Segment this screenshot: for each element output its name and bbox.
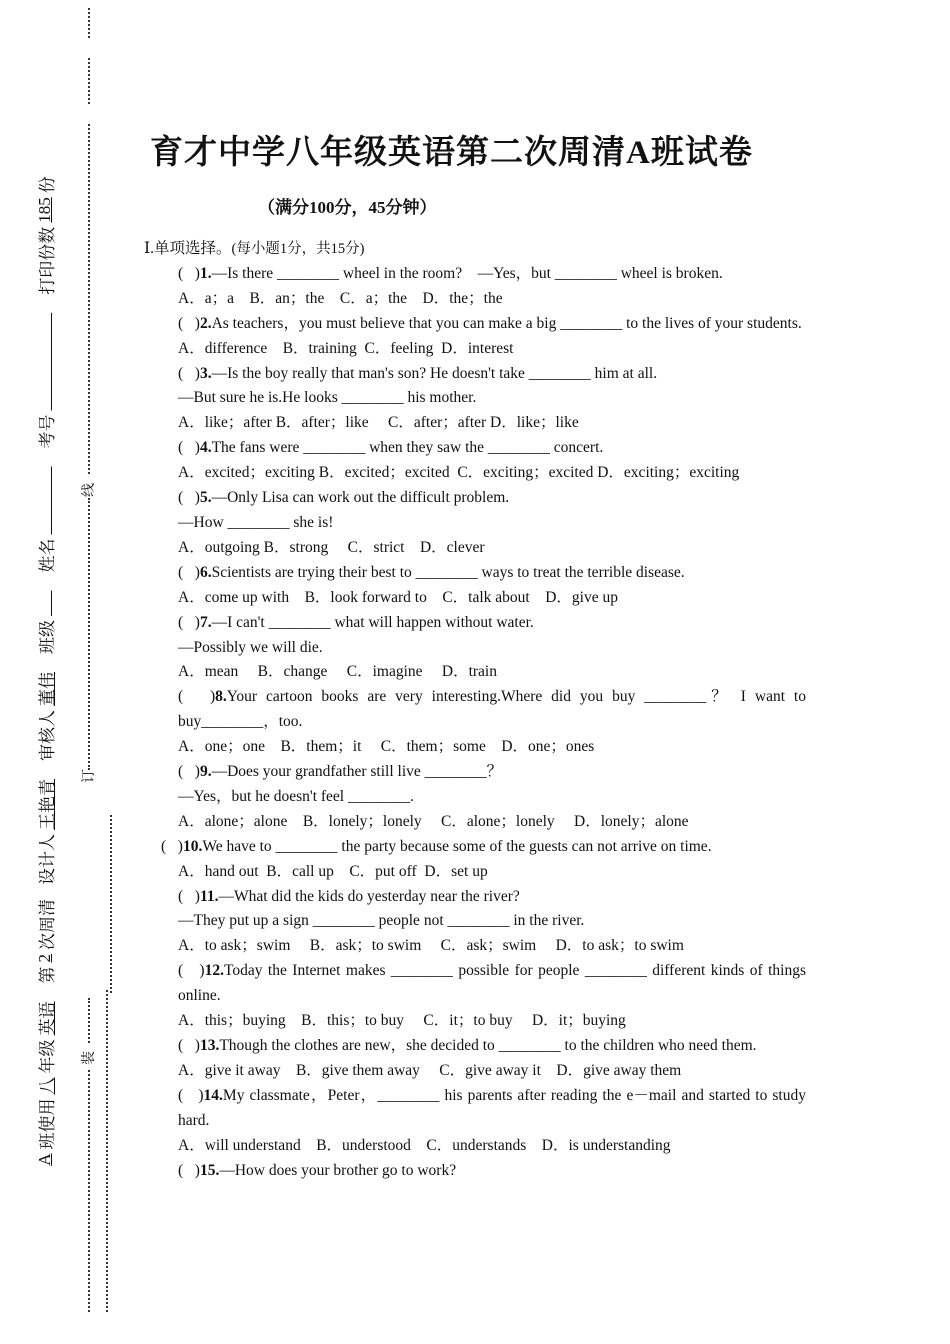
side-exam-no-blank[interactable] (35, 309, 55, 415)
question-number: 5. (199, 489, 212, 507)
question-options: A．hand out B．call up C．put off D．set up (178, 862, 488, 880)
section-note: (每小题1分，共15分) (231, 241, 365, 257)
question-stem (144, 760, 806, 785)
side-subject: 英语 (37, 1001, 57, 1036)
question-options: A．like；after B．after；like C．after；after D．like；like (178, 414, 579, 432)
question-options: A．to ask；swim B．ask；to swim C．ask；swim D．to ask；to swim (178, 937, 684, 955)
question-options: A．difference B．training C．feeling D．interest (178, 339, 514, 357)
question-item (144, 262, 806, 312)
question-options: A．this；buying B．this；to buy C．it；to buy D．it；buying (178, 1012, 626, 1030)
side-name-blank[interactable] (35, 462, 55, 538)
question-item (144, 885, 806, 960)
question-stem (144, 362, 806, 387)
question-options: A．mean B．change C．imagine D．train (178, 663, 497, 681)
question-options: A．will understand B．understood C．understands D．is understanding (178, 1136, 671, 1154)
side-exam-no-label: 考号 (37, 414, 57, 449)
question-options: A．excited；exciting B．excited；excited C．exciting；excited D．exciting；exciting (178, 464, 740, 482)
question-number: 4. (199, 439, 212, 457)
question-number: 10. (182, 837, 203, 855)
side-grade-label: 年级 (37, 1039, 57, 1074)
binding-dotted-line-lower (88, 498, 90, 770)
question-item (144, 611, 806, 686)
answer-blank[interactable]: ( ) (178, 613, 200, 631)
side-info-strip (30, 73, 60, 1273)
question-item (144, 1034, 806, 1084)
question-stem (144, 312, 806, 337)
question-dialogue-line: —They put up a sign ________ people not ________ in the river. (178, 912, 585, 930)
question-text: Today the Internet makes ________ possible for people ________ different kinds of things online. (178, 962, 806, 1005)
question-options: A．outgoing B．strong C．strict D．clever (178, 538, 485, 556)
answer-blank[interactable]: ( ) (178, 489, 200, 507)
question-text: We have to ________ the party because some of the guests can not arrive on time. (202, 837, 712, 855)
side-grade: 八 (37, 1077, 57, 1095)
binding-dotted-line-bottom (88, 998, 90, 1043)
question-stem (144, 1084, 806, 1134)
question-item (144, 685, 806, 760)
side-name-label: 姓名 (37, 538, 57, 573)
question-number: 9. (199, 763, 212, 781)
question-options: A．alone；alone B．lonely；lonely C．alone；lonely D．lonely；alone (178, 812, 689, 830)
binding-dotted-line-bottom-2 (88, 1070, 90, 1312)
question-stem (144, 436, 806, 461)
question-number: 7. (199, 613, 212, 631)
question-item (144, 1159, 806, 1184)
question-item (144, 561, 806, 611)
question-dialogue-line: —Yes，but he doesn't feel ________. (178, 787, 414, 805)
question-item (144, 436, 806, 486)
question-number: 6. (199, 563, 212, 581)
question-text: —Does your grandfather still live ________？ (211, 763, 503, 781)
side-class-usage-label: 班使用 (37, 1098, 57, 1150)
exam-title: 育才中学八年级英语第二次周清A班试卷 (150, 135, 753, 171)
side-round-prefix: 第 (37, 966, 57, 984)
binding-dotted-line-mid (88, 124, 90, 474)
answer-blank[interactable]: ( ) (178, 264, 200, 282)
question-item (144, 486, 806, 561)
question-item (144, 312, 806, 362)
question-dialogue-line: —Possibly we will die. (178, 638, 323, 656)
question-text: As teachers，you must believe that you can make a big ________ to the lives of your students. (211, 314, 802, 332)
question-item (144, 362, 806, 437)
question-stem (144, 959, 806, 1009)
binding-dotted-line-top (88, 8, 90, 38)
cut-mark-zhuang: 装 (82, 1051, 97, 1065)
question-options: A．a；a B．an；the C．a；the D．the；the (178, 289, 503, 307)
question-number: 14. (203, 1086, 223, 1104)
binding-dotted-line-upper (88, 58, 90, 104)
question-text: Though the clothes are new，she decided to ________ to the children who need them. (219, 1037, 757, 1054)
answer-blank[interactable]: ( ) (178, 763, 200, 781)
answer-blank[interactable]: ( ) (178, 887, 200, 905)
question-number: 8. (215, 688, 227, 706)
answer-blank[interactable]: ( ) (178, 688, 216, 706)
cut-mark-xian: 线 (82, 483, 97, 497)
question-number: 11. (199, 887, 219, 905)
answer-blank[interactable]: ( ) (178, 364, 200, 382)
question-stem (144, 1034, 806, 1059)
question-text: —How does your brother go to work? (219, 1161, 457, 1179)
question-text: The fans were ________ when they saw the ________ concert. (211, 439, 604, 457)
side-print-unit: 份 (37, 176, 57, 194)
question-options: A．give it away B．give them away C．give away it D．give away them (178, 1061, 682, 1079)
question-options: A．come up with B．look forward to C．talk about D．give up (178, 588, 618, 606)
answer-blank[interactable]: ( ) (178, 962, 205, 980)
question-text: —Only Lisa can work out the difficult problem. (211, 489, 510, 507)
question-item (144, 835, 806, 885)
side-class-blank[interactable] (35, 586, 55, 620)
question-number: 3. (199, 364, 212, 382)
exam-content (144, 237, 806, 1183)
answer-blank[interactable]: ( ) (178, 314, 200, 332)
question-item (144, 1084, 806, 1159)
answer-blank[interactable]: ( ) (161, 837, 183, 855)
question-stem (144, 486, 806, 511)
side-class-usage: A (35, 1153, 54, 1166)
section-title: Ⅰ.单项选择。 (144, 240, 232, 257)
question-text: My classmate，Peter，________ his parents after reading the e－mail and started to study hard. (178, 1086, 806, 1129)
question-text: Your cartoon books are very interesting.Where did you buy ________？ I want to buy________，too. (178, 688, 806, 731)
answer-blank[interactable]: ( ) (178, 1086, 204, 1104)
side-round: 2 (35, 953, 54, 963)
binding-dotted-line-inner (110, 815, 112, 993)
side-print-count: 185 (35, 197, 54, 223)
cut-mark-ding: 订 (82, 769, 97, 783)
question-number: 1. (199, 264, 212, 282)
section-heading (144, 237, 806, 262)
question-options: A．one；one B．them；it C．them；some D．one；ones (178, 738, 595, 756)
answer-blank[interactable]: ( ) (178, 563, 200, 581)
question-dialogue-line: —But sure he is.He looks ________ his mother. (178, 389, 477, 407)
question-dialogue-line: —How ________ she is! (178, 513, 334, 531)
question-item (144, 959, 806, 1034)
question-stem (144, 611, 806, 636)
binding-dotted-line-bottom-3 (106, 990, 108, 1312)
side-class-label: 班级 (37, 619, 57, 654)
question-stem (144, 685, 806, 735)
question-text: —Is the boy really that man's son? He doesn't take ________ him at all. (211, 364, 658, 382)
question-number: 2. (199, 314, 212, 332)
question-text: Scientists are trying their best to ________ ways to treat the terrible disease. (211, 563, 685, 581)
side-round-label: 次周清 (37, 898, 57, 950)
answer-blank[interactable]: ( ) (178, 1161, 200, 1179)
question-text: —I can't ________ what will happen without water. (211, 613, 534, 631)
question-number: 12. (204, 962, 224, 980)
question-stem (144, 262, 806, 287)
question-item (144, 760, 806, 835)
side-reviewer-label: 审核人 (37, 709, 57, 761)
answer-blank[interactable]: ( ) (178, 439, 200, 457)
side-designer-label: 设计人 (37, 833, 57, 885)
side-reviewer: 董伟 (37, 671, 57, 706)
question-text: —Is there ________ wheel in the room? —Yes，but ________ wheel is broken. (211, 264, 723, 282)
question-list (144, 262, 806, 1184)
question-number: 13. (199, 1037, 220, 1054)
question-stem (144, 885, 806, 910)
question-stem (144, 1159, 806, 1184)
side-print-label: 打印份数 (37, 226, 57, 295)
question-number: 15. (199, 1161, 220, 1179)
question-stem (144, 835, 806, 860)
exam-subtitle: （满分100分，45分钟） (258, 198, 437, 217)
question-text: —What did the kids do yesterday near the river? (218, 887, 520, 905)
question-stem (144, 561, 806, 586)
side-designer: 王艳青 (37, 778, 57, 830)
answer-blank[interactable]: ( ) (178, 1037, 200, 1054)
